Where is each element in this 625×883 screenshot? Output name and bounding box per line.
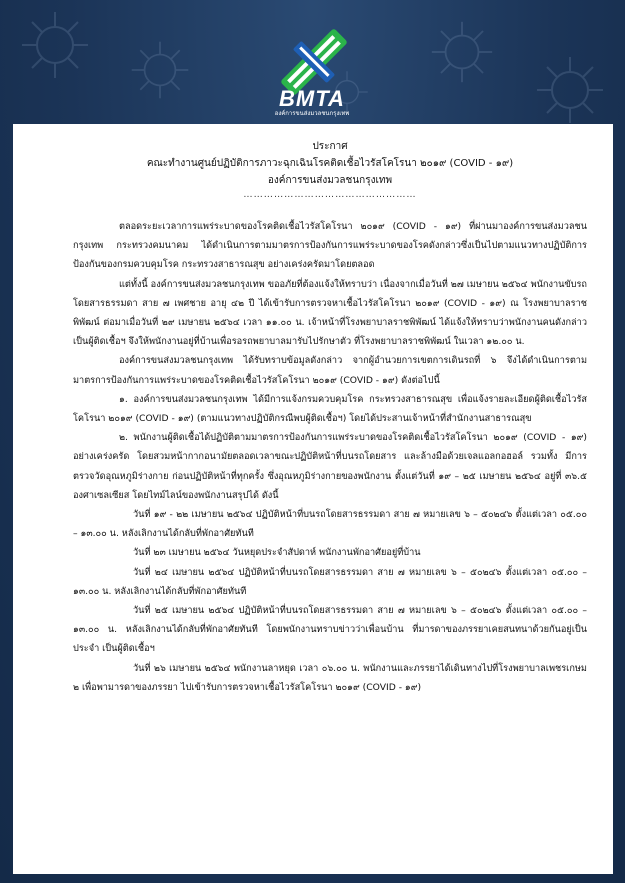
timeline-item: วันที่ ๑๙ - ๒๒ เมษายน ๒๕๖๔ ปฏิบัติหน้าที่บนรถโดยสารธรรมดา สาย ๗ หมายเลข ๖ – ๕๐๒๔๖ ตั้งแต่เวลา ๐๕.๐๐ – ๑๓.๐๐ น. หลังเลิกงานได้กลับที่พักอาศัยทันที — [73, 509, 587, 540]
timeline-item: วันที่ ๒๕ เมษายน ๒๕๖๔ ปฏิบัติหน้าที่บนรถโดยสารธรรมดา สาย ๗ หมายเลข ๖ – ๕๐๒๔๖ ตั้งแต่เวลา ๐๕.๐๐ – ๑๓.๐๐ น. หลังเลิกงานได้กลับที่พักอาศัยทันที โดยพนักงานทราบข่าวว่าเพื่อนบ้าน ที่มารดาของภรรยาเคยสนทนาด้วยกันอยู่เป็นประจำ เป็นผู้ติดเชื้อฯ — [73, 605, 587, 655]
announcement-subject: คณะทำงานศูนย์ปฏิบัติการภาวะฉุกเฉินโรคติดเชื้อไวรัสโคโรนา ๒๐๑๙ (COVID - ๑๙) — [146, 158, 514, 169]
logo-text: BMTA — [279, 86, 345, 111]
timeline-item: วันที่ ๒๖ เมษายน ๒๕๖๔ พนักงานลาหยุด เวลา ๐๖.๐๐ น. พนักงานและภรรยาได้เดินทางไปที่โรงพยาบาลเพชรเกษม ๒ เพื่อพามารดาของภรรยา ไปเข้ารับการตรวจหาเชื้อไวรัสโคโรนา ๒๐๑๙ (COVID - ๑๙) — [73, 662, 587, 693]
virus-icon — [20, 10, 90, 80]
virus-icon — [130, 40, 190, 100]
paragraph: องค์การขนส่งมวลชนกรุงเทพ ได้รับทราบข้อมูลดังกล่าว จากผู้อำนวยการเขตการเดินรถที่ ๖ จึงได้ดำเนินการตามมาตรการป้องกันการแพร่ระบาดของโรคติดเชื้อไวรัสโคโรนา ๒๐๑๙ (COVID - ๑๙) ดังต่อไปนี้ — [73, 355, 587, 386]
announcement-document — [13, 124, 613, 874]
logo-subtitle: องค์การขนส่งมวลชนกรุงเทพ — [274, 110, 350, 117]
paragraph: ๑. องค์การขนส่งมวลชนกรุงเทพ ได้มีการแจ้งกรมควบคุมโรค กระทรวงสาธารณสุข เพื่อแจ้งรายละเอียดผู้ติดเชื้อไวรัสโคโรนา ๒๐๑๙ (COVID - ๑๙) (ตามแนวทางปฏิบัติกรณีพบผู้ติดเชื้อฯ) โดยได้ประสานเจ้าหน้าที่สำนักงานสาธารณสุข — [73, 393, 587, 425]
virus-icon — [430, 20, 494, 84]
separator: …………………………………………… — [243, 189, 417, 200]
paragraph: ๒. พนักงานผู้ติดเชื้อได้ปฏิบัติตามมาตรการป้องกันการแพร่ระบาดของโรคติดเชื้อไวรัสโคโรนา ๒๐๑๙ (COVID - ๑๙) อย่างเคร่งครัด โดยสวมหน้ากากอนามัยตลอดเวลาขณะปฏิบัติหน้าที่บนรถโดยสาร และล้างมือด้วยเจลแอลกอฮอล์ รวมทั้ง มีการตรวจวัดอุณหภูมิร่างกาย ก่อนปฏิบัติหน้าที่ทุกครั้ง ซึ่งอุณหภูมิร่างกายของพนักงาน ตั้งแต่วันที่ ๑๙ – ๒๕ เมษายน ๒๕๖๔ อยู่ที่ ๓๖.๕ องศาเซลเซียส โดยไทม์ไลน์ของพนักงานสรุปได้ ดังนี้ — [73, 432, 587, 501]
virus-icon — [535, 55, 605, 125]
timeline-item: วันที่ ๒๔ เมษายน ๒๕๖๔ ปฏิบัติหน้าที่บนรถโดยสารธรรมดา สาย ๗ หมายเลข ๖ – ๕๐๒๔๖ ตั้งแต่เวลา ๐๕.๐๐ – ๑๓.๐๐ น. หลังเลิกงานได้กลับที่พักอาศัยทันที — [73, 566, 587, 597]
announcement-organization: องค์การขนส่งมวลชนกรุงเทพ — [267, 175, 393, 186]
timeline-item: วันที่ ๒๓ เมษายน ๒๕๖๔ วันหยุดประจำสัปดาห์ พนักงานพักอาศัยอยู่ที่บ้าน — [133, 547, 421, 559]
announcement-heading: ประกาศ — [312, 141, 348, 152]
paragraph: ตลอดระยะเวลาการแพร่ระบาดของโรคติดเชื้อไวรัสโคโรนา ๒๐๑๙ (COVID - ๑๙) ที่ผ่านมาองค์การขนส่งมวลชนกรุงเทพ กระทรวงคมนาคม ได้ดำเนินการตามมาตรการป้องกันการแพร่ระบาดของโรคดังกล่าวซึ่งเป็นไปตามแนวทางปฏิบัติการป้องกันของกรมควบคุมโรค กระทรวงสาธารณสุข อย่างเคร่งครัดมาโดยตลอด — [73, 221, 587, 271]
paragraph: แต่ทั้งนี้ องค์การขนส่งมวลชนกรุงเทพ ขออภัยที่ต้องแจ้งให้ทราบว่า เนื่องจากเมื่อวันที่ ๒๗ เมษายน ๒๕๖๔ พนักงานขับรถโดยสารธรรมดา สาย ๗ เพศชาย อายุ ๔๒ ปี ได้เข้ารับการตรวจหาเชื้อไวรัสโคโรนา ๒๐๑๙ (COVID - ๑๙) ณ โรงพยาบาลราชพิพัฒน์ ต่อมาเมื่อวันที่ ๒๙ เมษายน ๒๕๖๔ เวลา ๑๑.๐๐ น. เจ้าหน้าที่โรงพยาบาลราชพิพัฒน์ ได้แจ้งให้ทราบว่าพนักงานคนดังกล่าวเป็นผู้ติดเชื้อฯ จึงให้พนักงานอยู่ที่บ้านเพื่อรอรถพยาบาลมารับไปรักษาตัว ที่โรงพยาบาลราชพิพัฒน์ ในเวลา ๑๒.๐๐ น. — [73, 278, 587, 348]
